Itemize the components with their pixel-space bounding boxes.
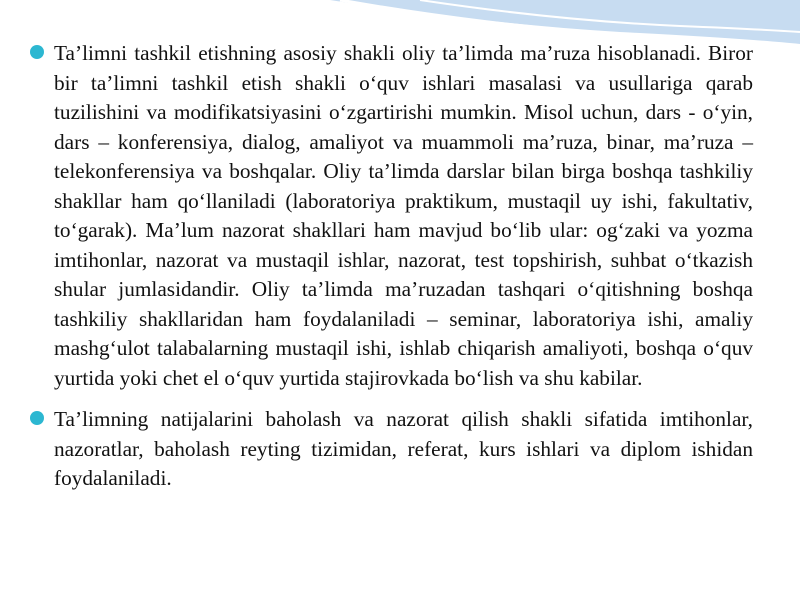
bullet-list — [30, 39, 753, 506]
bullet-text-1: Ta’limni tashkil etishning asosiy shakli oliy ta’limda ma’ruza hisoblanadi. Biror bir ta’limni tashkil etish shakli o‘quv ishlari masalasi va usullariga qarab tuzilishini va modifikatsiyasini o‘zgartirishi mumkin. Misol uchun, dars - o‘yin, dars – konferensiya, dialog, amaliyot va muammoli ma’ruza, binar, ma’ruza – telekonferensiya va boshqalar. Oliy ta’limda darslar bilan birga boshqa tashkiliy shakllar ham qo‘llaniladi (laboratoriya praktikum, mustaqil uy ishi, fakultativ, to‘garak). Ma’lum nazorat shakllari ham mavjud bo‘lib ular: og‘zaki va yozma imtihonlar, nazorat va mustaqil ishlar, nazorat, test topshirish, suhbat o‘tkazish shular jumlasidandir. Oliy ta’limda ma’ruzadan tashqari o‘qitishning boshqa tashkiliy shakllaridan ham foydalaniladi – seminar, laboratoriya ishi, amaliy mashg‘ulot talabalarning mustaqil ishi, ishlab chiqarish amaliyoti, boshqa o‘quv yurtida yoki chet el o‘quv yurtida stajirovkada bo‘lish va shu kabilar. — [54, 41, 753, 390]
bullet-item-1 — [30, 39, 753, 393]
bullet-item-2 — [30, 405, 753, 494]
wave-band-front — [330, 0, 800, 44]
circle-bullet-icon — [30, 45, 44, 59]
circle-bullet-icon — [30, 411, 44, 425]
bullet-text-2: Ta’limning natijalarini baholash va nazorat qilish shakli sifatida imtihonlar, nazoratlar, baholash reyting tizimidan, referat, kurs ishlari va diplom ishidan foydalaniladi. — [54, 407, 753, 490]
